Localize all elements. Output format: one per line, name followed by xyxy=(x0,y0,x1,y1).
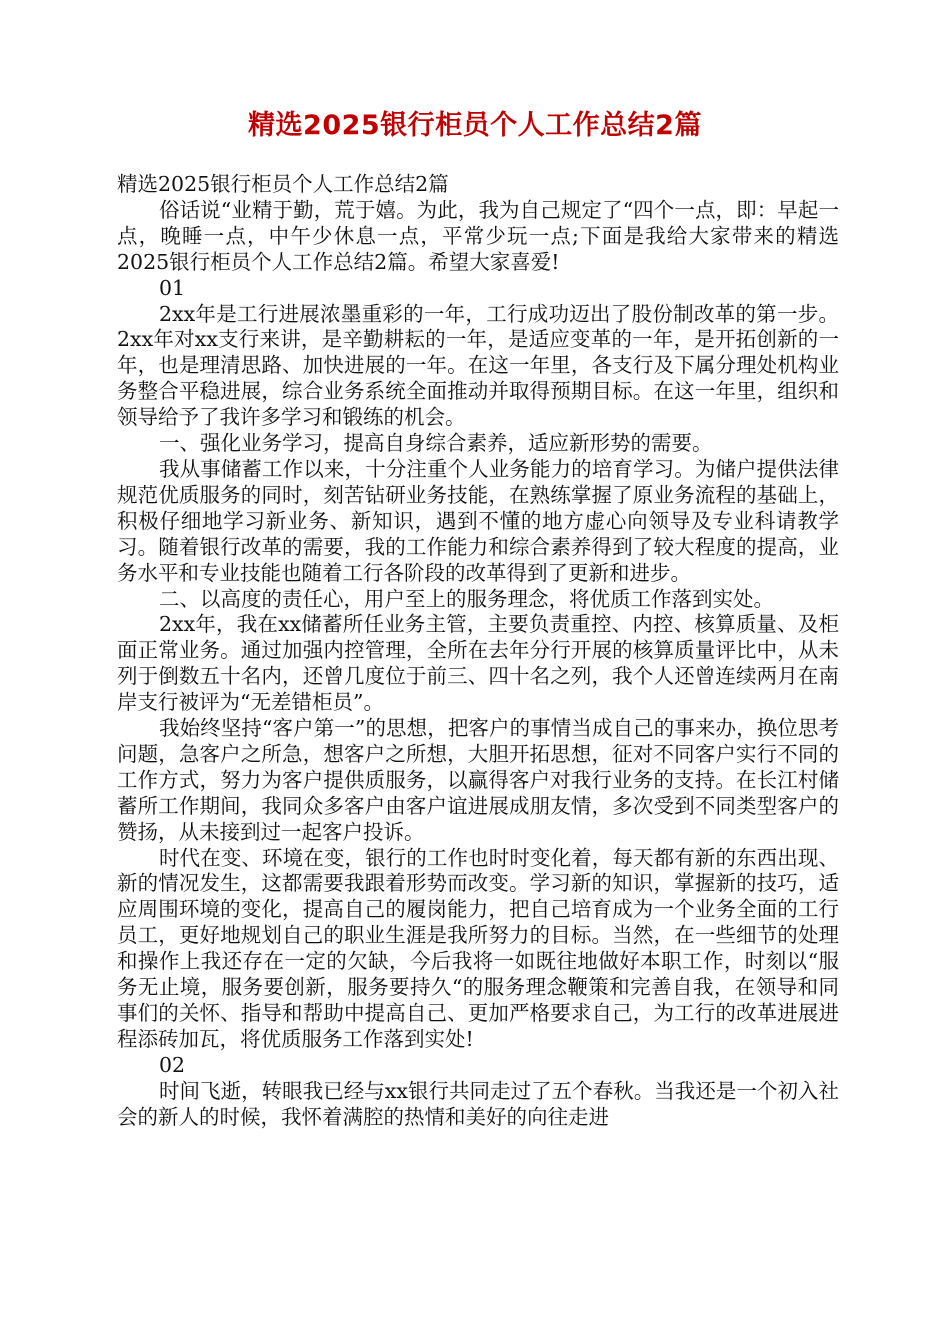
section-number-01: 01 xyxy=(159,275,186,300)
document-subtitle: 精选2025银行柜员个人工作总结2篇 xyxy=(117,172,449,196)
paragraph: 2xx年是工行进展浓墨重彩的一年，工行成功迈出了股份制改革的第一步。2xx年对xx支行来讲，是辛勤耕耘的一年，是适应变革的一年，是开拓创新的一年，也是理清思路、加快进展的一年。在这一年里，各支行及下属分理处机构业务整合平稳进展，综合业务系统全面推动并取得预期目标。在这一年里，组织和领导给予了我许多学习和锻练的机会。 xyxy=(117,301,839,430)
section-heading-2: 二、以高度的责任心，用户至上的服务理念，将优质工作落到实处。 xyxy=(159,586,774,611)
paragraph: 时间飞逝，转眼我已经与xx银行共同走过了五个春秋。当我还是一个初入社会的新人的时候，我怀着满腔的热情和美好的向往走进 xyxy=(117,1078,839,1129)
paragraph: 我始终坚持“客户第一”的思想，把客户的事情当成自己的事来办，换位思考问题，急客户之所急，想客户之所想，大胆开拓思想，征对不同客户实行不同的工作方式，努力为客户提供质服务，以赢得客户对我行业务的支持。在长江村储蓄所工作期间，我同众多客户由客户谊进展成朋友情，多次受到不同类型客户的赞扬，从未接到过一起客户投诉。 xyxy=(117,716,839,844)
paragraph: 时代在变、环境在变，银行的工作也时时变化着，每天都有新的东西出现、新的情况发生，这都需要我跟着形势而改变。学习新的知识，掌握新的技巧，适应周围环境的变化，提高自己的履岗能力，把自己培育成为一个业务全面的工行员工，更好地规划自己的职业生涯是我所努力的目标。当然，在一些细节的处理和操作上我还存在一定的欠缺，今后我将一如既往地做好本职工作，时刻以“服务无止境，服务要创新，服务要持久“的服务理念鞭策和完善自我，在领导和同事们的关怀、指导和帮助中提高自己、更加严格要求自己，为工行的改革进展进程添砖加瓦，将优质服务工作落到实处! xyxy=(117,845,839,1051)
document-title: 精选2025银行柜员个人工作总结2篇 xyxy=(248,110,702,141)
paragraph: 我从事储蓄工作以来，十分注重个人业务能力的培育学习。为储户提供法律规范优质服务的同时，刻苦钻研业务技能，在熟练掌握了原业务流程的基础上，积极仔细地学习新业务、新知识，遇到不懂的地方虚心向领导及专业科请教学习。随着银行改革的需要，我的工作能力和综合素养得到了较大程度的提高，业务水平和专业技能也随着工行各阶段的改革得到了更新和进步。 xyxy=(117,456,839,585)
document-body xyxy=(117,172,839,1131)
section-heading-1: 一、强化业务学习，提高自身综合素养，适应新形势的需要。 xyxy=(159,431,713,456)
section-number-02: 02 xyxy=(159,1052,186,1077)
paragraph-intro: 俗话说“业精于勤，荒于嬉。为此，我为自己规定了“四个一点，即：早起一点，晚睡一点，中午少休息一点，平常少玩一点;下面是我给大家带来的精选2025银行柜员个人工作总结2篇。希望大家喜爱! xyxy=(117,197,839,274)
paragraph: 2xx年，我在xx储蓄所任业务主管，主要负责重控、内控、核算质量、及柜面正常业务。通过加强内控管理，全所在去年分行开展的核算质量评比中，从未列于倒数五十名内，还曾几度位于前三、四十名之列，我个人还曾连续两月在南岸支行被评为“无差错柜员”。 xyxy=(117,612,839,715)
